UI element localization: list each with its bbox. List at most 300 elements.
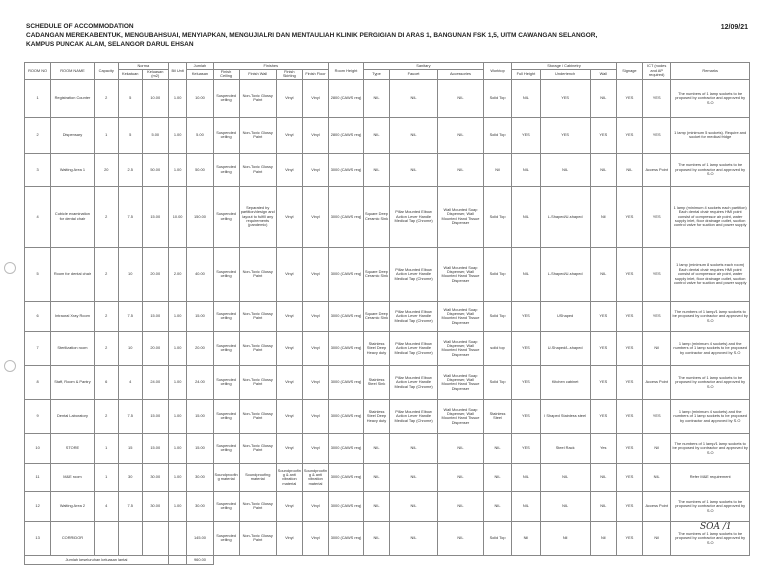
cell-area: 20.00 xyxy=(142,247,168,301)
cell-worktop: Solid Top xyxy=(483,79,511,117)
cell-finish-wall: Non-Toxic Glossy Paint xyxy=(239,153,276,186)
cell-capacity: 2 xyxy=(94,301,118,331)
cell-undertench: L-Shaped/U-shaped xyxy=(540,186,590,247)
table-row xyxy=(25,117,750,153)
cell-signage: YES xyxy=(616,247,642,301)
cell-capacity: 1 xyxy=(94,463,118,491)
col-jumlah-keluasan: Keluasan xyxy=(187,70,213,80)
cell-room-name: Waiting Area 1 xyxy=(51,153,95,186)
cell-norma: 30 xyxy=(118,463,142,491)
cell-area: 30.00 xyxy=(142,463,168,491)
cell-sanitary-type: NIL xyxy=(363,521,389,555)
cell-bil-unit: 1.00 xyxy=(168,117,187,153)
cell-capacity: 2 xyxy=(94,399,118,433)
cell-faucet: NIL xyxy=(390,491,438,521)
cell-room-name: Staff, Room & Pantry xyxy=(51,365,95,399)
cell-ict: YES xyxy=(643,117,671,153)
cell-worktop: Stainless Steel xyxy=(483,399,511,433)
cell-room-name: Sterilization room xyxy=(51,331,95,365)
signature: SOA /1 xyxy=(700,522,732,532)
cell-total-area: 10.00 xyxy=(187,79,213,117)
cell-norma xyxy=(118,521,142,555)
cell-room-no: 10 xyxy=(25,433,51,463)
cell-capacity: 2 xyxy=(94,331,118,365)
cell-finish-wall: Non-Toxic Glossy Paint xyxy=(239,79,276,117)
cell-faucet: NIL xyxy=(390,463,438,491)
col-room-name: ROOM NAME xyxy=(51,63,95,80)
cell-worktop: NIL xyxy=(483,491,511,521)
cell-room-height: 3000 (CAWS req) xyxy=(329,247,364,301)
cell-full-height: NIL xyxy=(512,79,540,117)
cell-finish-ceiling: Suspended ceiling xyxy=(213,301,239,331)
table-row xyxy=(25,433,750,463)
cell-norma: 10 xyxy=(118,331,142,365)
cell-undertench: Kitchen cabinet xyxy=(540,365,590,399)
cell-faucet: Pillar Mounted Elbow Action Lever Handle Medical Tap (Chrome) xyxy=(390,247,438,301)
cell-worktop: Solid Top xyxy=(483,365,511,399)
cell-sanitary-type: NIL xyxy=(363,433,389,463)
cell-sanitary-type: Stainless Steel Deep Heavy duty xyxy=(363,331,389,365)
cell-bil-unit: 1.00 xyxy=(168,79,187,117)
cell-norma: 7.5 xyxy=(118,301,142,331)
cell-remarks: 1 lamp (minimum 4 sockets) and the numbers of 1 lamp sockets to be proposed by contractor and approved by S.O xyxy=(671,399,750,433)
cell-full-height: YES xyxy=(512,365,540,399)
document-date: 12/09/21 xyxy=(720,24,748,31)
col-kekatuan: Kekatuan xyxy=(118,70,142,80)
cell-full-height: YES xyxy=(512,399,540,433)
cell-finish-skirting: Vinyl xyxy=(276,331,302,365)
cell-room-no: 5 xyxy=(25,247,51,301)
col-finish-ceiling: Finish Ceiling xyxy=(213,70,239,80)
cell-room-name: M&E room xyxy=(51,463,95,491)
cell-signage: YES xyxy=(616,521,642,555)
cell-norma: 5 xyxy=(118,117,142,153)
cell-capacity: 6 xyxy=(94,365,118,399)
col-signage: Signage xyxy=(616,63,642,80)
cell-finish-ceiling: Suspended ceiling xyxy=(213,79,239,117)
cell-finish-floor: Vinyl xyxy=(302,521,328,555)
cell-accessories: Wall Mounted Soap Dispenser, Wall Mounted Hand Tissue Dispenser xyxy=(438,365,484,399)
cell-finish-floor: Soundproofing & anti vibration material xyxy=(302,463,328,491)
cell-remarks: The numbers of 1 lamp/1 lamp sockets to be proposed by contractor and approved by S.O xyxy=(671,301,750,331)
cell-room-height: 3000 (CAWS req) xyxy=(329,365,364,399)
col-finishes: Finishes xyxy=(213,63,329,70)
col-capacity: Capacity xyxy=(94,63,118,80)
cell-full-height: YES xyxy=(512,331,540,365)
cell-capacity: 4 xyxy=(94,491,118,521)
col-room-height: Room Height xyxy=(329,63,364,80)
cell-undertench: U-Shaped/L-shaped xyxy=(540,331,590,365)
cell-wall-storage: NIL xyxy=(590,79,616,117)
cell-finish-floor: Vinyl xyxy=(302,247,328,301)
cell-finish-skirting: Vinyl xyxy=(276,399,302,433)
cell-finish-floor: Vinyl xyxy=(302,399,328,433)
cell-finish-wall: Non-Toxic Glossy Paint xyxy=(239,433,276,463)
cell-full-height: YES xyxy=(512,301,540,331)
cell-remarks: The numbers of 1 lamp sockets to be proposed by contractor and approved by S.O xyxy=(671,365,750,399)
cell-remarks: The numbers of 1 lamp sockets to be proposed by contractor and approved by S.O xyxy=(671,79,750,117)
col-bil-unit: Bil Unit xyxy=(168,63,187,80)
cell-area: 24.00 xyxy=(142,365,168,399)
cell-room-height: 3000 (CAWS req) xyxy=(329,331,364,365)
col-keluasan: Keluasan (m2) xyxy=(142,70,168,80)
cell-room-no: 6 xyxy=(25,301,51,331)
cell-worktop: solid top xyxy=(483,331,511,365)
cell-worktop: Nil xyxy=(483,153,511,186)
col-room-no: ROOM NO xyxy=(25,63,51,80)
col-worktop: Worktop xyxy=(483,63,511,80)
cell-room-no: 8 xyxy=(25,365,51,399)
cell-room-name: Room for dental chair xyxy=(51,247,95,301)
cell-finish-floor: Vinyl xyxy=(302,79,328,117)
cell-remarks: 1 lamp (minimum 4 sockets) and the numbers of 1 lamp sockets to be proposed by contractor and approved by S.O xyxy=(671,331,750,365)
cell-total-area: 5.00 xyxy=(187,117,213,153)
cell-finish-ceiling: Suspended ceiling xyxy=(213,186,239,247)
cell-remarks: 1 lamp (minimum 4 sockets each partition) Each dental chair requires HMI point consist of compressor air point, water supply inlet, floor drainage outlet, suction control valve for suction and power supply xyxy=(671,186,750,247)
cell-accessories: NIL xyxy=(438,491,484,521)
cell-finish-wall: Separated by partition/design and layout to fulfill any requirements (pandemic) xyxy=(239,186,276,247)
cell-room-height: 3000 (CAWS req) xyxy=(329,186,364,247)
cell-full-height: NIL xyxy=(512,491,540,521)
cell-full-height: YES xyxy=(512,117,540,153)
cell-bil-unit: 1.00 xyxy=(168,365,187,399)
cell-room-no: 4 xyxy=(25,186,51,247)
total-value: 960.00 xyxy=(187,555,213,564)
cell-room-no: 11 xyxy=(25,463,51,491)
cell-bil-unit: 1.00 xyxy=(168,153,187,186)
cell-finish-floor: Vinyl xyxy=(302,301,328,331)
cell-capacity: 2 xyxy=(94,247,118,301)
table-row xyxy=(25,247,750,301)
col-accessories: Accessories xyxy=(438,70,484,80)
cell-area: 20.00 xyxy=(142,331,168,365)
cell-wall-storage: NIL xyxy=(590,463,616,491)
cell-wall-storage: Nil xyxy=(590,186,616,247)
cell-finish-wall: Non-Toxic Glossy Paint xyxy=(239,365,276,399)
cell-room-name: CORRIDOR xyxy=(51,521,95,555)
cell-finish-floor: Vinyl xyxy=(302,186,328,247)
cell-finish-ceiling: Suspended ceiling xyxy=(213,433,239,463)
cell-faucet: NIL xyxy=(390,79,438,117)
col-faucet: Faucet xyxy=(390,70,438,80)
project-location: KAMPUS PUNCAK ALAM, SELANGOR DARUL EHSAN xyxy=(26,41,194,48)
col-jumlah: Jumlah xyxy=(187,63,213,70)
cell-bil-unit: 1.00 xyxy=(168,399,187,433)
table-row xyxy=(25,399,750,433)
cell-accessories: Wall Mounted Soap Dispenser, Wall Mounted Hand Tissue Dispenser xyxy=(438,331,484,365)
cell-ict: Nil xyxy=(643,433,671,463)
cell-area: 15.00 xyxy=(142,186,168,247)
cell-worktop: Solid Top xyxy=(483,247,511,301)
cell-finish-ceiling: Suspended ceiling xyxy=(213,247,239,301)
cell-ict: Access Point xyxy=(643,365,671,399)
cell-room-name: Dispensary xyxy=(51,117,95,153)
cell-full-height: YES xyxy=(512,433,540,463)
cell-bil-unit: 1.00 xyxy=(168,491,187,521)
cell-accessories: Wall Mounted Soap Dispenser, Wall Mounted Hand Tissue Dispenser xyxy=(438,247,484,301)
accommodation-table xyxy=(24,62,750,565)
cell-norma: 10 xyxy=(118,247,142,301)
table-row xyxy=(25,491,750,521)
cell-finish-wall: Non-Toxic Glossy Paint xyxy=(239,117,276,153)
cell-finish-wall: Non-Toxic Glossy Paint xyxy=(239,491,276,521)
cell-accessories: NIL xyxy=(438,153,484,186)
cell-signage: YES xyxy=(616,186,642,247)
cell-undertench: YES xyxy=(540,117,590,153)
cell-signage: YES xyxy=(616,331,642,365)
cell-room-no: 9 xyxy=(25,399,51,433)
cell-ict: NIL xyxy=(643,463,671,491)
cell-room-name: Registration Counter xyxy=(51,79,95,117)
col-full-height: Full Height xyxy=(512,70,540,80)
cell-capacity: 1 xyxy=(94,117,118,153)
cell-accessories: NIL xyxy=(438,521,484,555)
cell-room-no: 12 xyxy=(25,491,51,521)
cell-room-name: Waiting Area 2 xyxy=(51,491,95,521)
cell-room-name: Dental Laboratory xyxy=(51,399,95,433)
cell-wall-storage: Yes xyxy=(590,433,616,463)
col-storage: Storage / Cabinetry xyxy=(512,63,617,70)
document-header xyxy=(26,22,748,49)
cell-worktop: Solid Top xyxy=(483,521,511,555)
cell-signage: NIL xyxy=(616,153,642,186)
punch-hole xyxy=(4,262,16,274)
cell-finish-wall: Non-Toxic Glossy Paint xyxy=(239,331,276,365)
cell-norma: 15 xyxy=(118,433,142,463)
cell-remarks: 1 lamp (minimum 8 sockets each room) Each dental chair requires HMI point consist of compressor air point, water supply inlet, floor drainage outlet, suction control valve for suction and power supply xyxy=(671,247,750,301)
cell-total-area: 150.00 xyxy=(187,186,213,247)
cell-sanitary-type: NIL xyxy=(363,117,389,153)
cell-finish-floor: Vinyl xyxy=(302,153,328,186)
cell-signage: YES xyxy=(616,463,642,491)
cell-room-name: STORE xyxy=(51,433,95,463)
cell-full-height: Nil xyxy=(512,521,540,555)
cell-accessories: NIL xyxy=(438,463,484,491)
cell-finish-skirting: Vinyl xyxy=(276,301,302,331)
cell-room-height: 2800 (CAWS req) xyxy=(329,117,364,153)
cell-room-name: Intraoral Xray Room xyxy=(51,301,95,331)
cell-wall-storage: YES xyxy=(590,365,616,399)
cell-faucet: Pillar Mounted Elbow Action Lever Handle Medical Tap (Chrome) xyxy=(390,186,438,247)
cell-remarks: Refer M&E requirement xyxy=(671,463,750,491)
cell-sanitary-type: Square Deep Ceramic Sink xyxy=(363,186,389,247)
table-row xyxy=(25,463,750,491)
cell-signage: YES xyxy=(616,365,642,399)
cell-finish-skirting: Vinyl xyxy=(276,521,302,555)
cell-ict: YES xyxy=(643,186,671,247)
cell-bil-unit: 2.00 xyxy=(168,247,187,301)
cell-wall-storage: Nil xyxy=(590,521,616,555)
cell-wall-storage: NIL xyxy=(590,153,616,186)
cell-undertench: NIL xyxy=(540,463,590,491)
cell-ict: Access Point xyxy=(643,491,671,521)
cell-area: 50.00 xyxy=(142,153,168,186)
cell-room-height: 3000 (CAWS req) xyxy=(329,399,364,433)
total-label: Jumlah keseluruhan keluasan lantai xyxy=(25,555,169,564)
cell-accessories: NIL xyxy=(438,433,484,463)
cell-accessories: Wall Mounted Soap Dispenser, Wall Mounted Hand Tissue Dispenser xyxy=(438,301,484,331)
cell-faucet: NIL xyxy=(390,521,438,555)
cell-undertench: NIL xyxy=(540,153,590,186)
cell-room-height: 3000 (CAWS req) xyxy=(329,433,364,463)
cell-ict: Access Point xyxy=(643,153,671,186)
cell-sanitary-type: NIL xyxy=(363,491,389,521)
cell-sanitary-type: Square Deep Ceramic Sink xyxy=(363,301,389,331)
cell-sanitary-type: Stainless Steel Sink xyxy=(363,365,389,399)
cell-room-no: 3 xyxy=(25,153,51,186)
cell-area: 15.00 xyxy=(142,301,168,331)
cell-faucet: Pillar Mounted Elbow Action Lever Handle Medical Tap (Chrome) xyxy=(390,331,438,365)
cell-bil-unit: 1.00 xyxy=(168,331,187,365)
cell-finish-wall: Non-Toxic Glossy Paint xyxy=(239,521,276,555)
cell-finish-ceiling: Suspended ceiling xyxy=(213,399,239,433)
cell-worktop: Solid Top xyxy=(483,186,511,247)
cell-worktop: NIL xyxy=(483,463,511,491)
cell-sanitary-type: Square Deep Ceramic Sink xyxy=(363,247,389,301)
cell-norma: 7.5 xyxy=(118,186,142,247)
cell-wall-storage: NIL xyxy=(590,247,616,301)
cell-full-height: NIL xyxy=(512,153,540,186)
cell-area: 5.00 xyxy=(142,117,168,153)
cell-room-height: 3000 (CAWS req) xyxy=(329,521,364,555)
cell-remarks: The numbers of 1 lamp sockets to be proposed by contractor and approved by S.O xyxy=(671,521,750,555)
cell-capacity: 1 xyxy=(94,433,118,463)
cell-ict: Nil xyxy=(643,331,671,365)
table-row xyxy=(25,186,750,247)
col-type: Type xyxy=(363,70,389,80)
col-undertench: Undertench xyxy=(540,70,590,80)
cell-room-name: Cubicle examination for dental chair xyxy=(51,186,95,247)
cell-ict: YES xyxy=(643,79,671,117)
cell-room-height: 3000 (CAWS req) xyxy=(329,301,364,331)
cell-finish-skirting: Vinyl xyxy=(276,117,302,153)
cell-undertench: NIL xyxy=(540,491,590,521)
cell-finish-floor: Vinyl xyxy=(302,491,328,521)
cell-total-area: 145.00 xyxy=(187,521,213,555)
cell-area: 30.00 xyxy=(142,491,168,521)
cell-capacity xyxy=(94,521,118,555)
cell-sanitary-type: NIL xyxy=(363,153,389,186)
cell-faucet: NIL xyxy=(390,433,438,463)
cell-full-height: NIL xyxy=(512,247,540,301)
cell-wall-storage: YES xyxy=(590,117,616,153)
cell-bil-unit: 10.00 xyxy=(168,186,187,247)
cell-undertench: UShaped xyxy=(540,301,590,331)
cell-total-area: 30.00 xyxy=(187,463,213,491)
cell-finish-ceiling: Suspended ceiling xyxy=(213,153,239,186)
cell-worktop: NIL xyxy=(483,433,511,463)
cell-ict: Nil xyxy=(643,521,671,555)
cell-finish-ceiling: Suspended ceiling xyxy=(213,365,239,399)
cell-norma: 4 xyxy=(118,365,142,399)
col-remarks: Remarks xyxy=(671,63,750,80)
cell-faucet: Pillar Mounted Elbow Action Lever Handle Medical Tap (Chrome) xyxy=(390,399,438,433)
punch-hole xyxy=(4,360,16,372)
cell-room-no: 1 xyxy=(25,79,51,117)
cell-finish-skirting: Vinyl xyxy=(276,79,302,117)
cell-finish-skirting: Vinyl xyxy=(276,365,302,399)
cell-faucet: Pillar Mounted Elbow Action Lever Handle Medical Tap (Chrome) xyxy=(390,365,438,399)
cell-finish-skirting: Vinyl xyxy=(276,247,302,301)
cell-remarks: 1 lamp (minimum 5 sockets). Require and socket for medical fridge xyxy=(671,117,750,153)
cell-accessories: Wall Mounted Soap Dispenser, Wall Mounted Hand Tissue Dispenser xyxy=(438,399,484,433)
cell-total-area: 30.00 xyxy=(187,491,213,521)
cell-finish-floor: Vinyl xyxy=(302,365,328,399)
cell-accessories: Wall Mounted Soap Dispenser, Wall Mounted Hand Tissue Dispenser xyxy=(438,186,484,247)
cell-remarks: The numbers of 1 lamp sockets to be proposed by contractor and approved by S.O xyxy=(671,153,750,186)
table-row xyxy=(25,331,750,365)
cell-signage: YES xyxy=(616,117,642,153)
cell-finish-wall: Soundproofing material xyxy=(239,463,276,491)
cell-area: 10.00 xyxy=(142,79,168,117)
schedule-title: SCHEDULE OF ACCOMMODATION xyxy=(26,23,134,30)
cell-full-height: NIL xyxy=(512,463,540,491)
cell-room-height: 3000 (CAWS req) xyxy=(329,153,364,186)
cell-faucet: Pillar Mounted Elbow Action Lever Handle Medical Tap (Chrome) xyxy=(390,301,438,331)
table-row xyxy=(25,365,750,399)
cell-full-height: NIL xyxy=(512,186,540,247)
cell-capacity: 2 xyxy=(94,186,118,247)
cell-bil-unit: 1.00 xyxy=(168,463,187,491)
cell-wall-storage: YES xyxy=(590,301,616,331)
cell-signage: YES xyxy=(616,79,642,117)
cell-norma: 7.5 xyxy=(118,399,142,433)
cell-finish-skirting: Vinyl xyxy=(276,491,302,521)
cell-finish-ceiling: Suspended ceiling xyxy=(213,331,239,365)
col-norma: Norma xyxy=(118,63,168,70)
cell-capacity: 20 xyxy=(94,153,118,186)
cell-room-height: 3000 (CAWS req) xyxy=(329,463,364,491)
cell-finish-wall: Non-Toxic Glossy Paint xyxy=(239,247,276,301)
cell-undertench: I Shaped Stainless steel xyxy=(540,399,590,433)
cell-norma: 2.5 xyxy=(118,153,142,186)
cell-sanitary-type: NIL xyxy=(363,79,389,117)
cell-area xyxy=(142,521,168,555)
cell-undertench: YES xyxy=(540,79,590,117)
col-ict: ICT (nodes and AP required) xyxy=(643,63,671,80)
cell-bil-unit xyxy=(168,521,187,555)
cell-bil-unit: 1.00 xyxy=(168,301,187,331)
col-sanitary: Sanitary xyxy=(363,63,483,70)
cell-room-no: 13 xyxy=(25,521,51,555)
cell-signage: YES xyxy=(616,301,642,331)
cell-accessories: NIL xyxy=(438,79,484,117)
col-wall: Wall xyxy=(590,70,616,80)
table-row xyxy=(25,521,750,555)
cell-undertench: Steel Rack xyxy=(540,433,590,463)
cell-remarks: The numbers of 1 lamp/1 lamp sockets to be proposed by contractor and approved by S.O xyxy=(671,433,750,463)
cell-signage: YES xyxy=(616,399,642,433)
cell-finish-skirting: Soundproofing & anti vibration material xyxy=(276,463,302,491)
cell-finish-skirting: Vinyl xyxy=(276,186,302,247)
cell-area: 15.00 xyxy=(142,399,168,433)
table-row xyxy=(25,79,750,117)
cell-area: 15.00 xyxy=(142,433,168,463)
project-title: CADANGAN MEREKABENTUK, MENGUBAHSUAI, MENYIAPKAN, MENGUJIALRI DAN MENTAULIAH KLINIK PERGIGIAN DI ARAS 1, BANGUNAN FSK 1,5, UITM CAWANGAN SELANGOR, xyxy=(26,32,598,39)
cell-room-no: 2 xyxy=(25,117,51,153)
cell-signage: YES xyxy=(616,491,642,521)
cell-faucet: NIL xyxy=(390,117,438,153)
cell-finish-wall: Non-Toxic Glossy Paint xyxy=(239,301,276,331)
col-finish-skirting: Finish Skirting xyxy=(276,70,302,80)
cell-finish-ceiling: Soundproofing material xyxy=(213,463,239,491)
cell-total-area: 15.00 xyxy=(187,399,213,433)
cell-finish-ceiling: Suspended ceiling xyxy=(213,521,239,555)
cell-finish-ceiling: Suspended ceiling xyxy=(213,491,239,521)
cell-norma: 7.5 xyxy=(118,491,142,521)
cell-total-area: 15.00 xyxy=(187,433,213,463)
cell-signage: YES xyxy=(616,433,642,463)
